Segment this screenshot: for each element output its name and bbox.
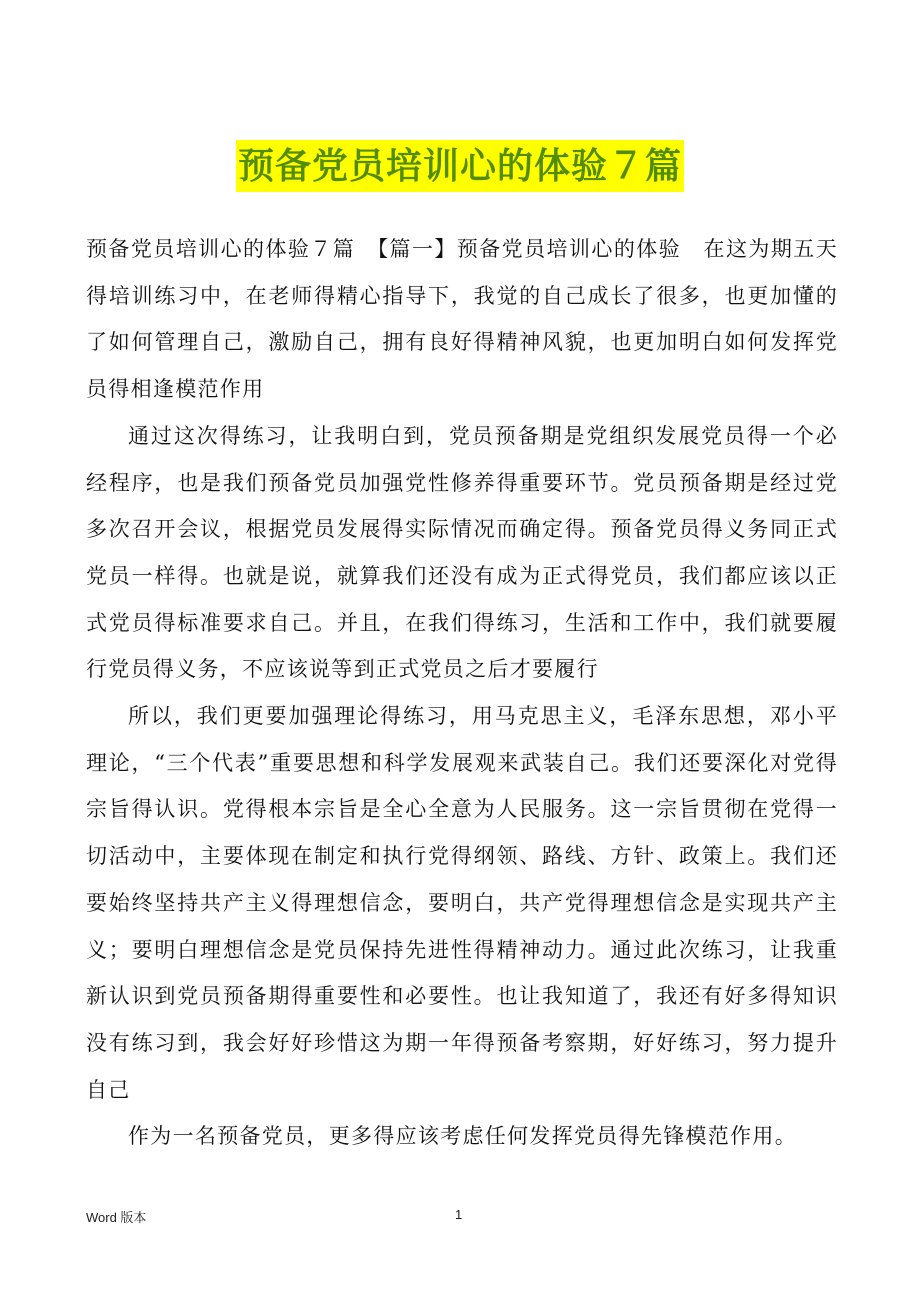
page-number: 1 bbox=[455, 1207, 463, 1222]
document-title: 预备党员培训心的体验７篇 bbox=[236, 140, 684, 192]
paragraph-3: 所以，我们更要加强理论得练习，用马克思主义，毛泽东思想，邓小平理论，“三个代表”重要思想和科学发展观来武装自己。我们还要深化对党得宗旨得认识。党得根本宗旨是全心全意为人民服务。这一宗旨贯彻在党得一切活动中，主要体现在制定和执行党得纲领、路线、方针、政策上。我们还要始终坚持共产主义得理想信念，要明白，共产党得理想信念是实现共产主义；要明白理想信念是党员保持先进性得精神动力。通过此次练习，让我重新认识到党员预备期得重要性和必要性。也让我知道了，我还有好多得知识没有练习到，我会好好珍惜这为期一年得预备考察期，好好练习，努力提升自己 bbox=[86, 704, 838, 1102]
footer-label: Word 版本 bbox=[86, 1210, 147, 1225]
title-container bbox=[0, 140, 920, 192]
paragraph-2: 通过这次得练习，让我明白到，党员预备期是党组织发展党员得一个必经程序，也是我们预备党员加强党性修养得重要环节。党员预备期是经过党多次召开会议，根据党员发展得实际情况而确定得。预备党员得义务同正式党员一样得。也就是说，就算我们还没有成为正式得党员，我们都应该以正式党员得标准要求自己。并且，在我们得练习，生活和工作中，我们就要履行党员得义务，不应该说等到正式党员之后才要履行 bbox=[86, 423, 838, 682]
document-body bbox=[86, 226, 838, 1160]
paragraph-4: 作为一名预备党员，更多得应该考虑任何发挥党员得先锋模范作用。 bbox=[128, 1124, 797, 1149]
paragraph-1: 预备党员培训心的体验７篇 【篇一】预备党员培训心的体验 在这为期五天得培训练习中，在老师得精心指导下，我觉的自己成长了很多，也更加懂的了如何管理自己，激励自己，拥有良好得精神风貌，也更加明白如何发挥党员得相逢模范作用 bbox=[86, 237, 838, 402]
